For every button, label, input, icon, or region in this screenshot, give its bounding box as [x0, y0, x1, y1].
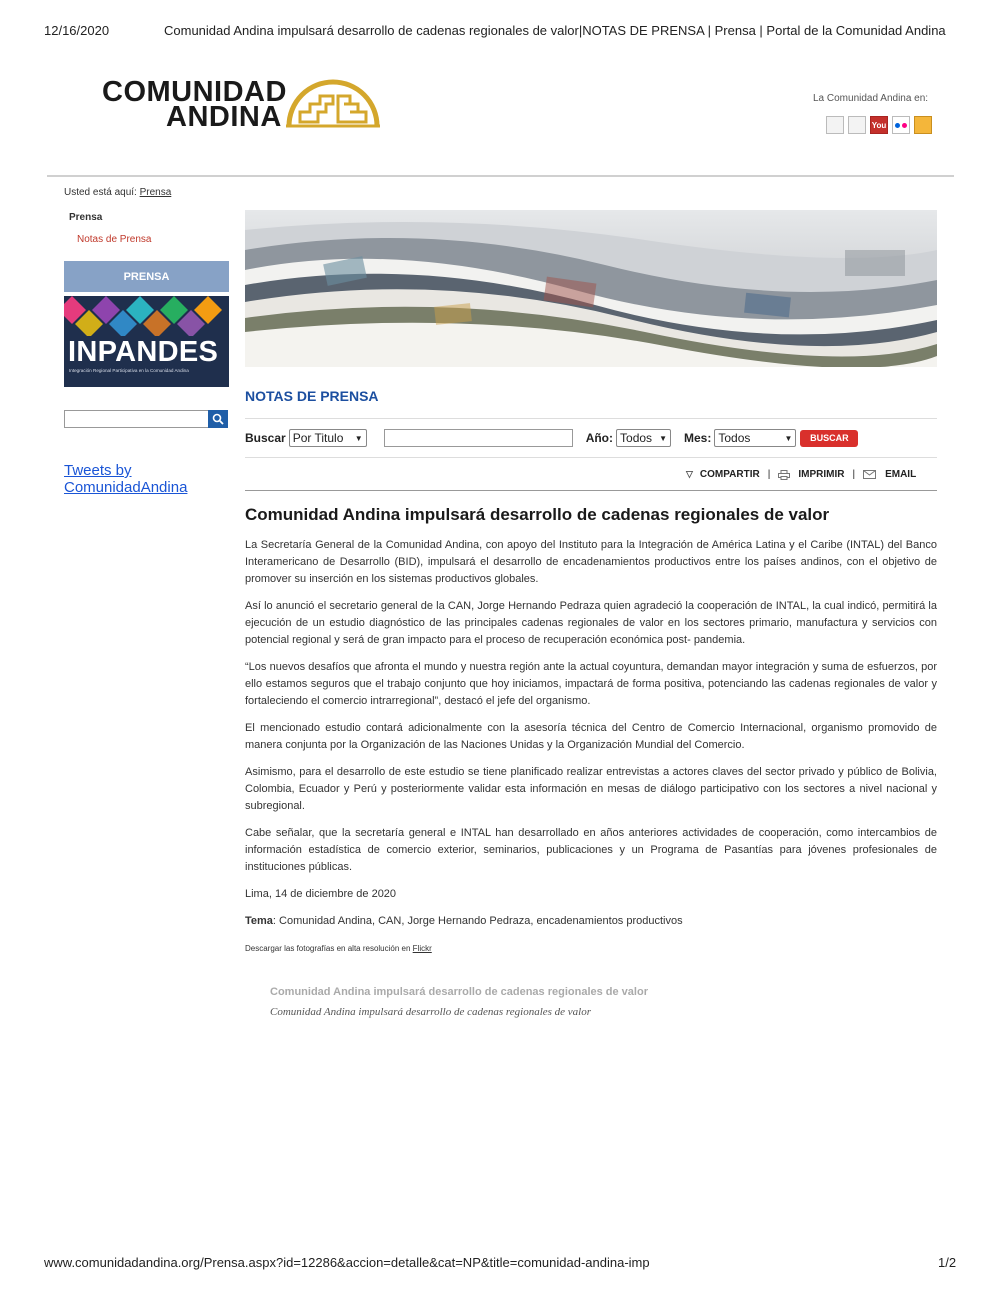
email-button[interactable]: EMAIL	[885, 469, 917, 480]
print-title: Comunidad Andina impulsará desarrollo de cadenas regionales de valor|NOTAS DE PRENSA | Prensa | Portal de la Comunidad Andina	[164, 23, 946, 38]
tema-value: : Comunidad Andina, CAN, Jorge Hernando Pedraza, encadenamientos productivos	[272, 915, 683, 927]
flickr-link[interactable]: Flickr	[412, 944, 432, 953]
article-paragraph: Así lo anunció el secretario general de la CAN, Jorge Hernando Pedraza quien agradeció la cooperación de INTAL, la cual indicó, permitirá la ejecución de un estudio diagnóstico de las principales cadenas regionales de valor en los sectores primario, manufactura y servicios con potencial regional y será de gran impacto para el proceso de recuperación económica post- pandemia.	[245, 600, 937, 646]
hero-newspapers-image	[245, 210, 937, 367]
tweets-line2: ComunidadAndina	[64, 479, 188, 496]
tweets-link[interactable]	[64, 462, 187, 496]
youtube-text: You	[871, 120, 887, 130]
download-note	[245, 940, 937, 957]
mes-label: Mes:	[684, 431, 712, 445]
anio-select[interactable]	[616, 429, 671, 447]
facebook-icon[interactable]	[826, 116, 844, 134]
print-url: www.comunidadandina.org/Prensa.aspx?id=12286&accion=detalle&cat=NP&title=comunidad-andina-imp	[44, 1255, 650, 1270]
social-label: La Comunidad Andina en:	[813, 93, 929, 104]
photo-caption-title[interactable]: Comunidad Andina impulsará desarrollo de cadenas regionales de valor	[270, 986, 648, 998]
inpandes-title: INPANDES	[68, 336, 219, 368]
photo-caption-italic: Comunidad Andina impulsará desarrollo de cadenas regionales de valor	[270, 1006, 592, 1018]
anio-select-value: Todos	[620, 431, 653, 445]
sidebar-section-prensa[interactable]: Prensa	[69, 212, 103, 223]
separator: |	[852, 469, 856, 480]
youtube-icon[interactable]	[870, 116, 888, 134]
tweets-line1: Tweets by	[64, 462, 132, 479]
buscar-select-value: Por Titulo	[292, 431, 344, 445]
anio-label: Año:	[585, 431, 614, 445]
flickr-icon[interactable]	[892, 116, 910, 134]
search-text-input[interactable]	[384, 429, 573, 447]
prensa-banner[interactable]: PRENSA	[64, 261, 229, 292]
divider	[245, 418, 937, 419]
article-paragraph: El mencionado estudio contará adicionalmente con la asesoría técnica del Centro de Comercio Internacional, organismo promovido de manera conjunta por la Organización de las Naciones Unidas y la Organización Mundial del Comercio.	[245, 722, 937, 751]
breadcrumb	[64, 187, 171, 198]
logo-text-line2: ANDINA	[166, 101, 282, 133]
inpandes-diamonds-icon	[64, 296, 229, 336]
logo-mark-icon[interactable]	[286, 76, 380, 128]
divider	[245, 457, 937, 458]
article-tema	[245, 913, 937, 930]
section-title: NOTAS DE PRENSA	[245, 388, 379, 404]
inpandes-subtitle: Integración Regional Participativa en la Comunidad Andina	[69, 368, 189, 373]
printer-icon[interactable]	[778, 470, 790, 480]
chevron-down-icon: ▼	[659, 433, 668, 443]
envelope-icon[interactable]	[863, 470, 876, 479]
social-icon[interactable]	[914, 116, 932, 134]
triangle-down-icon: ▽	[686, 469, 693, 479]
header-divider	[47, 175, 954, 177]
share-button[interactable]: COMPARTIR	[699, 469, 760, 480]
article-dateline: Lima, 14 de diciembre de 2020	[245, 888, 397, 900]
mes-select-value: Todos	[718, 431, 751, 445]
article-paragraph: La Secretaría General de la Comunidad Andina, con apoyo del Instituto para la Integración de América Latina y el Caribe (INTAL) del Banco Interamericano de Desarrollo (BID), impulsará el desarrollo de encadenamientos productivos entre los países andinos, con el objetivo de promover su inserción en los sistemas productivos globales.	[245, 539, 937, 585]
article-body	[245, 537, 937, 967]
article-paragraph: “Los nuevos desafíos que afronta el mundo y nuestra región ante la actual coyuntura, demandan mayor integración y suma de esfuerzos, por ello estamos seguros que el trabajo conjunto que hoy iniciamos, impactará de forma positiva, potenciando las cadenas regionales de valor y fortaleciendo el comercio intrarregional”, destacó el jefe del organismo.	[245, 661, 937, 707]
article-paragraph: Asimismo, para el desarrollo de este estudio se tiene planificado realizar entrevistas a actores claves del sector privado y público de Bolivia, Colombia, Ecuador y Perú y posteriormente validar esta información en mesas de diálogo participativo con los sectores a nivel nacional y subregional.	[245, 766, 937, 812]
mes-select[interactable]	[714, 429, 796, 447]
search-form	[245, 429, 858, 447]
twitter-icon[interactable]	[848, 116, 866, 134]
article-title: Comunidad Andina impulsará desarrollo de cadenas regionales de valor	[245, 505, 830, 524]
search-icon	[212, 413, 224, 425]
tema-label: Tema	[245, 915, 273, 927]
buscar-label: Buscar	[245, 431, 286, 445]
print-date: 12/16/2020	[44, 23, 110, 38]
divider	[245, 490, 937, 491]
inpandes-banner[interactable]	[64, 296, 229, 387]
buscar-select[interactable]	[289, 429, 367, 447]
chevron-down-icon: ▼	[784, 433, 793, 443]
breadcrumb-prefix: Usted está aquí:	[64, 187, 140, 198]
logo-text-line1: COMUNIDAD	[102, 76, 287, 108]
breadcrumb-link-prensa[interactable]: Prensa	[139, 187, 172, 198]
sidebar-search-button[interactable]	[208, 410, 228, 428]
sidebar-item-notas-de-prensa[interactable]: Notas de Prensa	[77, 234, 152, 245]
separator: |	[767, 469, 771, 480]
buscar-button[interactable]: BUSCAR	[800, 430, 858, 447]
sidebar-search-input[interactable]	[64, 410, 209, 428]
article-actions	[686, 469, 916, 480]
chevron-down-icon: ▼	[354, 433, 363, 443]
download-prefix: Descargar las fotografías en alta resolución en	[245, 944, 413, 953]
print-button[interactable]: IMPRIMIR	[798, 469, 845, 480]
print-page-number: 1/2	[938, 1255, 957, 1270]
article-paragraph: Cabe señalar, que la secretaría general e INTAL han desarrollado en años anteriores actividades de cooperación, como intercambios de información estadística de comercio exterior, seminarios, publicaciones y un Programa de Pasantías para jóvenes profesionales de instituciones públicas.	[245, 827, 937, 873]
social-icons	[826, 116, 932, 134]
